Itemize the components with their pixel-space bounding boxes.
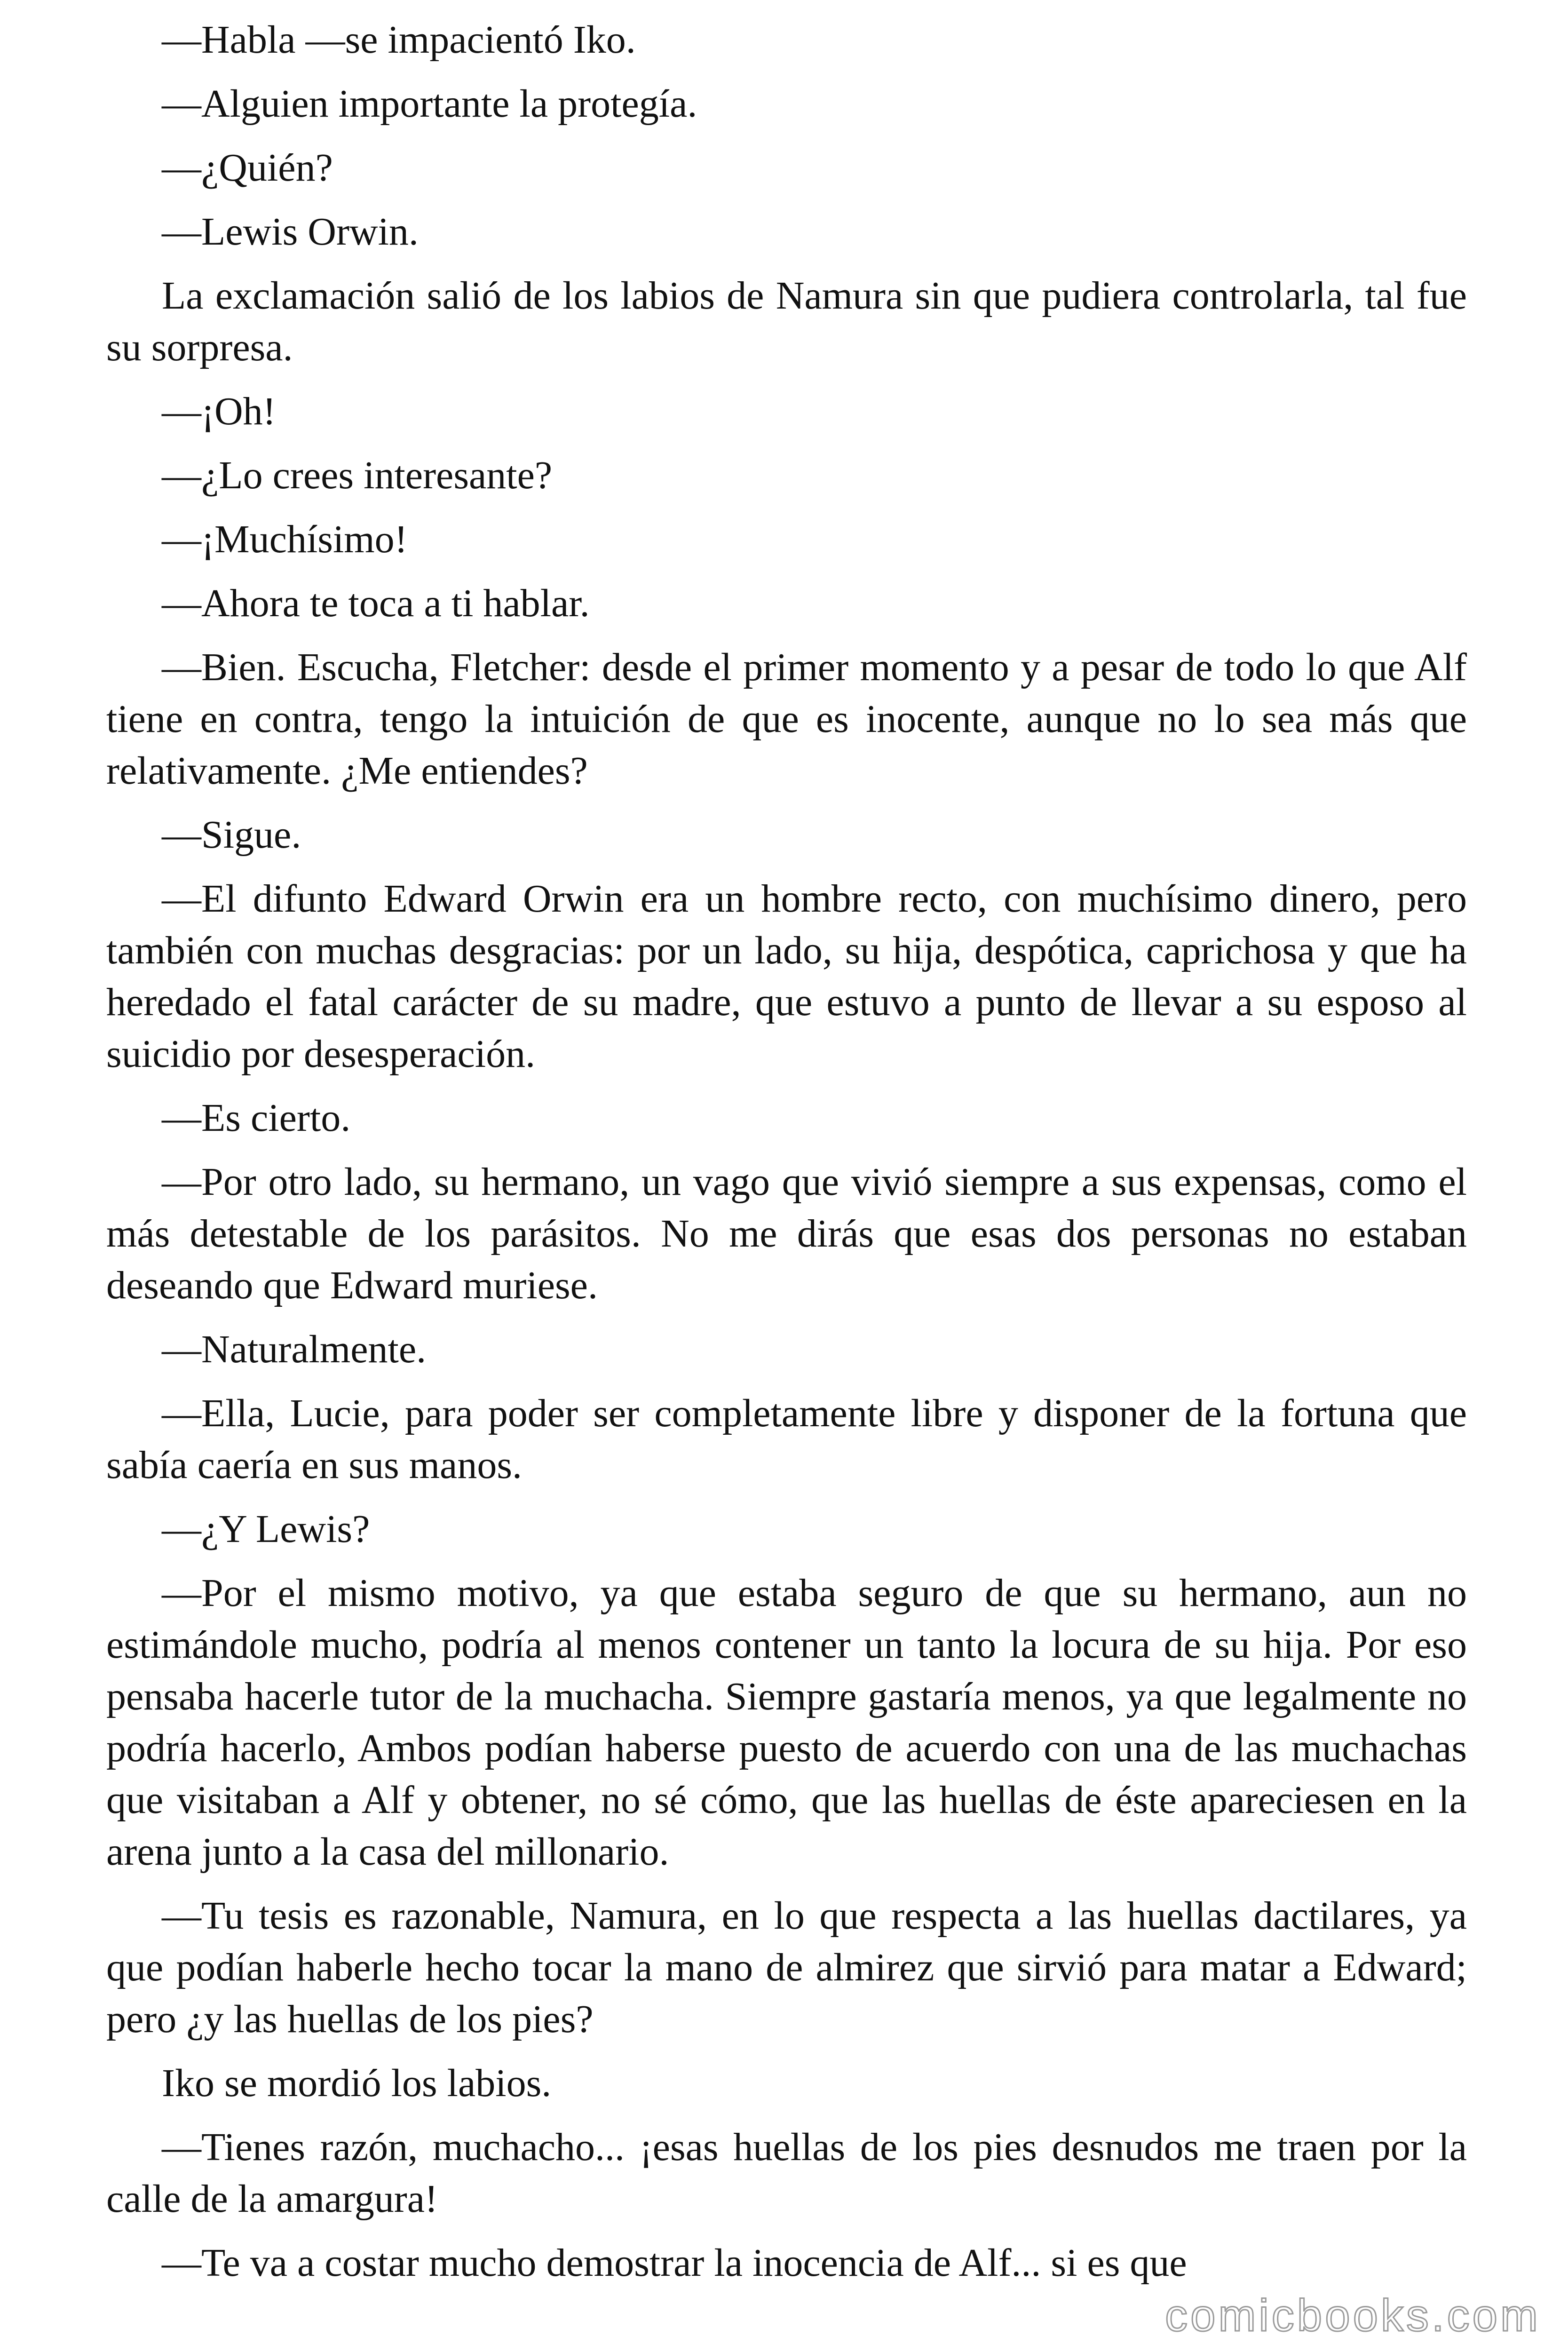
paragraph-16: —Ella, Lucie, para poder ser completamente libre y disponer de la fortuna que sabía caería en sus manos.: [106, 1391, 1467, 1487]
paragraph-17: —¿Y Lewis?: [162, 1507, 370, 1551]
paragraph-2: —Alguien importante la protegía.: [162, 82, 697, 126]
paragraph-5: La exclamación salió de los labios de Namura sin que pudiera controlarla, tal fue su sorpresa.: [106, 274, 1467, 369]
paragraph-11: —Sigue.: [162, 813, 301, 857]
paragraph-3: —¿Quién?: [162, 146, 333, 190]
paragraph-15: —Naturalmente.: [162, 1327, 427, 1371]
paragraph-13: —Es cierto.: [162, 1096, 351, 1140]
watermark: comicbooks.com: [1165, 2290, 1541, 2341]
paragraph-7: —¿Lo crees interesante?: [162, 453, 553, 497]
paragraph-1: —Habla —se impacientó Iko.: [162, 18, 636, 62]
paragraph-6: —¡Oh!: [162, 389, 276, 433]
paragraph-19: —Tu tesis es razonable, Namura, en lo que respecta a las huellas dactilares, ya que podían haberle hecho tocar la mano de almirez que sirvió para matar a Edward; pero ¿y las huellas de los pies?: [106, 1894, 1467, 2041]
paragraph-12: —El difunto Edward Orwin era un hombre recto, con muchísimo dinero, pero también con muchas desgracias: por un lado, su hija, despótica, caprichosa y que ha heredado el fatal carácter de su madre, que estuvo a punto de llevar a su esposo al suicidio por desesperación.: [106, 877, 1467, 1076]
page-body-text: [106, 14, 1467, 2301]
paragraph-8: —¡Muchísimo!: [162, 517, 408, 561]
paragraph-14: —Por otro lado, su hermano, un vago que vivió siempre a sus expensas, como el más detestable de los parásitos. No me dirás que esas dos personas no estaban deseando que Edward muriese.: [106, 1160, 1467, 1307]
paragraph-4: —Lewis Orwin.: [162, 210, 419, 254]
paragraph-22: —Te va a costar mucho demostrar la inocencia de Alf... si es que: [162, 2241, 1187, 2285]
paragraph-18: —Por el mismo motivo, ya que estaba seguro de que su hermano, aun no estimándole mucho, podría al menos contener un tanto la locura de su hija. Por eso pensaba hacerle tutor de la muchacha. Siempre gastaría menos, ya que legalmente no podría hacerlo, Ambos podían haberse puesto de acuerdo con una de las muchachas que visitaban a Alf y obtener, no sé cómo, que las huellas de éste apareciesen en la arena junto a la casa del millonario.: [106, 1571, 1467, 1874]
paragraph-10: —Bien. Escucha, Fletcher: desde el primer momento y a pesar de todo lo que Alf tiene en contra, tengo la intuición de que es inocente, aunque no lo sea más que relativamente. ¿Me entiendes?: [106, 645, 1467, 793]
paragraph-9: —Ahora te toca a ti hablar.: [162, 581, 590, 625]
paragraph-20: Iko se mordió los labios.: [162, 2061, 552, 2105]
paragraph-21: —Tienes razón, muchacho... ¡esas huellas de los pies desnudos me traen por la calle de la amargura!: [106, 2125, 1467, 2221]
